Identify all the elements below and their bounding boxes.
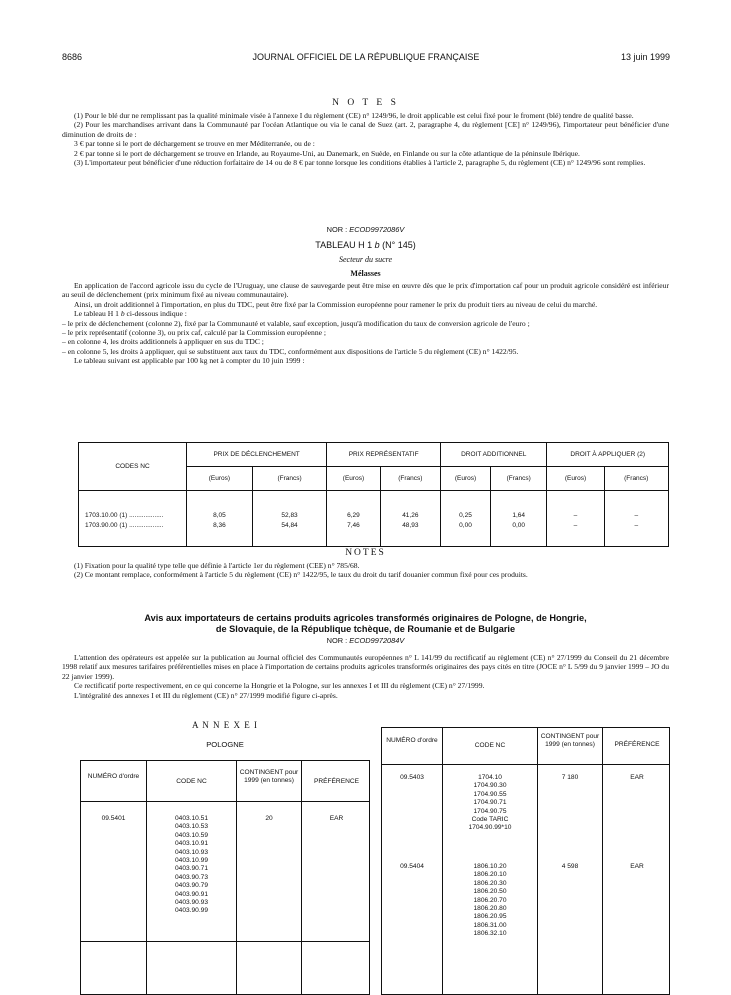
code-item: 1806.32.10 [473, 930, 507, 938]
code-item: 1704.90.30 [473, 782, 507, 790]
avis-para-3: L'intégralité des annexes I et III du règlement (CE) n° 27/1999 modifié figure ci-après. [74, 690, 338, 700]
annexe-title: A N N E X E I [192, 720, 258, 730]
secteur-subtitle: Secteur du sucre [338, 255, 393, 264]
note-2-2: (2) Ce montant remplace, conformément à l'article 5 du règlement (CE) n° 1422/95, le taux du droit du tarif douanier commun fixé pour ces produits. [74, 570, 528, 580]
row-codes [443, 863, 537, 939]
page-header [62, 52, 670, 66]
notes-title: N O T E S [332, 98, 399, 108]
row-codes [147, 815, 236, 916]
list-item-4: – en colonne 5, les droits à appliquer, qui se substituent aux taux du TDC, conformément aux dispositions de l'article 5 du règlement (CE) n° 1422/95. [62, 346, 519, 356]
tableau-section [62, 225, 669, 366]
list-item-1: – le prix de déclenchement (colonne 2), fixé par la Communauté et valable, sauf exception, jusqu'à modification du taux de conversion agricole de l'euro ; [62, 318, 530, 328]
avis-para-1: L'attention des opérateurs est appelée sur la publication au Journal officiel des Communautés européennes n° L 141/99 du rectificatif au règlement (CE) n° 27/1999 du Conseil du 21 décembre 1998 relatif aux mesures tarifaires préférentielles mises en place à l'importation de certains produits agricoles transformés originaires des pays cités en titre (JOCE n° L 5/99 du 9 janvier 1999 – JO du 22 janvier 1999). [62, 653, 669, 681]
contingent-header: CONTINGENT pour 1999 (en tonnes) [540, 733, 600, 748]
cell: 0,00 [441, 521, 491, 531]
group-header: DROIT À APPLIQUER (2) [547, 443, 669, 467]
row-contingent: 7 180 [561, 774, 579, 781]
row-numero: 09.5401 [101, 815, 126, 822]
tableau-title-post: (N° 145) [379, 240, 416, 250]
row-preference: EAR [630, 774, 644, 781]
cell: 0,00 [490, 521, 546, 531]
row-contingent: 20 [265, 815, 273, 822]
code-item: 1704.90.99*10 [468, 824, 512, 832]
tableau-title-b: b [374, 240, 380, 250]
list-item-2: – le prix représentatif (colonne 3), ou prix caf, calculé par la Commission européenne ; [62, 328, 326, 338]
nor-code: ECOD9972086V [349, 225, 405, 234]
unit-header: (Francs) [252, 467, 326, 491]
row-code: 1703.10.00 (1) ................... [79, 511, 187, 521]
code-item: Code TARIC [471, 816, 509, 824]
notes-section-1 [62, 98, 669, 167]
para-3-pre: Le tableau H 1 [74, 309, 121, 319]
code-item: 1806.20.70 [473, 896, 507, 904]
avis-title-2: de Slovaquie, de la République tchèque, de Roumanie et de Bulgarie [215, 624, 516, 634]
code-item: 0403.10.59 [174, 831, 208, 839]
unit-header: (Euros) [441, 467, 491, 491]
cell: 7,46 [327, 521, 380, 531]
table-row [79, 521, 669, 531]
note-2b: 2 € par tonne si le port de déchargement se trouve en Irlande, au Royaume-Uni, au Danemark, en Suède, en Finlande ou sur la côte atlantique de la péninsule Ibérique. [74, 148, 580, 158]
quota-table-right [381, 727, 670, 995]
nor-line [62, 225, 669, 234]
quota-table-left [80, 760, 370, 995]
group-header: DROIT ADDITIONNEL [441, 443, 547, 467]
unit-header: (Euros) [327, 467, 380, 491]
row-preference: EAR [329, 815, 344, 822]
cell: 1,64 [490, 511, 546, 521]
numero-header: NUMÉRO d'ordre [87, 773, 140, 780]
list-item-3: – en colonne 4, les droits additionnels à appliquer en sus du TDC ; [62, 337, 264, 347]
row-contingent: 4 598 [561, 863, 579, 870]
code-item: 1806.20.80 [473, 905, 507, 913]
unit-header: (Francs) [490, 467, 546, 491]
avis-para-2: Ce rectificatif porte respectivement, en ce qui concerne la Hongrie et la Pologne, sur les annexes I et III du règlement (CE) n° 27/1999. [74, 681, 485, 691]
code-item: 0403.10.53 [174, 823, 208, 831]
code-item: 0403.10.51 [174, 815, 208, 822]
code-nc-header: CODE NC [176, 778, 207, 785]
avis-nor-line [62, 636, 669, 645]
cell: 6,29 [327, 511, 380, 521]
para-3-b: b [120, 309, 125, 319]
notes-title-2: NOTES [345, 548, 386, 558]
para-3-post: ci-dessous indique : [124, 309, 187, 319]
note-2a: 3 € par tonne si le port de déchargement se trouve en mer Méditerranée, ou de : [74, 139, 315, 149]
row-numero: 09.5404 [400, 863, 424, 870]
code-item: 1806.31.00 [473, 921, 507, 929]
cell: 8,36 [187, 521, 253, 531]
note-3: (3) L'importateur peut bénéficier d'une réduction forfaitaire de 14 ou de 8 € par tonne lorsque les conditions établies à l'article 2, paragraphe 5, du règlement (CE) n° 1249/96 sont remplies. [74, 158, 646, 168]
code-item: 1806.10.20 [473, 863, 507, 870]
contingent-header: CONTINGENT pour 1999 (en tonnes) [239, 769, 299, 784]
para-1: En application de l'accord agricole issu du cycle de l'Uruguay, une clause de sauvegarde peut être mise en œuvre dès que le prix d'importation caf pour un produit agricole considéré est inférieur au seuil de déclenchement (prix minimum fixé au niveau communautaire). [62, 281, 669, 300]
avis-nor-label: NOR : [326, 636, 348, 645]
notes-section-2 [62, 548, 669, 580]
row-codes [443, 774, 537, 833]
code-item: 0403.90.91 [174, 890, 208, 898]
code-item: 1806.20.50 [473, 888, 507, 896]
code-item: 0403.90.79 [174, 882, 208, 890]
code-item: 1806.20.95 [473, 913, 507, 921]
code-item: 1704.90.71 [473, 799, 507, 807]
para-3 [62, 309, 669, 318]
row-code: 1703.90.00 (1) ................... [79, 521, 187, 531]
row-preference: EAR [630, 863, 644, 870]
header-date: 13 juin 1999 [620, 52, 670, 62]
cell: – [547, 511, 604, 521]
page-number: 8686 [62, 52, 83, 62]
journal-title: JOURNAL OFFICIEL DE LA RÉPUBLIQUE FRANÇAISE [252, 52, 480, 62]
cell: 0,25 [441, 511, 491, 521]
price-table-group-row [79, 443, 669, 467]
table-row [79, 511, 669, 521]
para-4: Le tableau suivant est applicable par 100 kg net à compter du 10 juin 1999 : [74, 356, 305, 366]
avis-nor-code: ECOD9972084V [349, 636, 405, 645]
code-item: 0403.10.91 [174, 840, 208, 848]
row-code-text: 1703.90.00 (1) [85, 522, 128, 529]
unit-header: (Euros) [187, 467, 253, 491]
code-item: 1806.20.10 [473, 871, 507, 879]
preference-header: PRÉFÉRENCE [614, 741, 660, 748]
cell: 54,84 [252, 521, 326, 531]
cell: 8,05 [187, 511, 253, 521]
code-item: 0403.90.93 [174, 899, 208, 907]
note-2: (2) Pour les marchandises arrivant dans la Communauté par l'océan Atlantique ou via le canal de Suez (art. 2, paragraphe 4, du règlement [CE] n° 1249/96), l'importateur peut bénéficier d'une diminution de droits de : [62, 120, 669, 139]
code-item: 1704.10 [478, 774, 502, 781]
tableau-title-pre: TABLEAU H 1 [315, 240, 375, 250]
row-numero: 09.5403 [400, 774, 424, 781]
group-header: PRIX REPRÉSENTATIF [327, 443, 441, 467]
code-item: 1704.90.55 [473, 790, 507, 798]
avis-section [62, 613, 669, 700]
code-item: 0403.90.99 [174, 907, 208, 915]
numero-header: NUMÉRO d'ordre [386, 737, 438, 744]
cell: 41,26 [380, 511, 440, 521]
cell: – [547, 521, 604, 531]
cell: – [604, 511, 669, 521]
row-code-text: 1703.10.00 (1) [85, 512, 128, 519]
code-item: 0403.90.71 [174, 865, 208, 873]
note-2-1: (1) Fixation pour la qualité type telle que définie à l'article 1er du règlement (CEE) n° 785/68. [74, 561, 360, 570]
para-2: Ainsi, un droit additionnel à l'importation, en plus du TDC, peut être fixé par la Commission européenne pour ramener le prix du produit tiers au niveau de celui du marché. [74, 299, 598, 309]
cell: – [604, 521, 669, 531]
note-1: (1) Pour le blé dur ne remplissant pas la qualité minimale visée à l'annexe I du règlement (CE) n° 1249/96, le droit applicable est celui fixé pour le froment (blé) tendre de qualité basse. [74, 111, 634, 120]
codes-nc-header: CODES NC [79, 443, 187, 491]
code-item: 1704.90.75 [473, 807, 507, 815]
nor-label: NOR : [326, 225, 348, 234]
code-item: 0403.10.93 [174, 848, 208, 856]
unit-header: (Francs) [380, 467, 440, 491]
code-nc-header: CODE NC [474, 742, 506, 749]
code-item: 0403.10.99 [174, 857, 208, 865]
unit-header: (Euros) [547, 467, 604, 491]
melasses-heading: Mélasses [350, 269, 381, 278]
unit-header: (Francs) [604, 467, 669, 491]
avis-title-1: Avis aux importateurs de certains produits agricoles transformés originaires de Pologne, de Hongrie, [144, 613, 587, 623]
annexe-country: POLOGNE [206, 740, 244, 749]
price-table [78, 442, 669, 547]
code-item: 1806.20.30 [473, 879, 507, 887]
code-item: 0403.90.73 [174, 873, 208, 881]
preference-header: PRÉFÉRENCE [313, 778, 360, 785]
cell: 52,83 [252, 511, 326, 521]
cell: 48,93 [380, 521, 440, 531]
tableau-title [62, 240, 669, 250]
group-header: PRIX DE DÉCLENCHEMENT [187, 443, 327, 467]
